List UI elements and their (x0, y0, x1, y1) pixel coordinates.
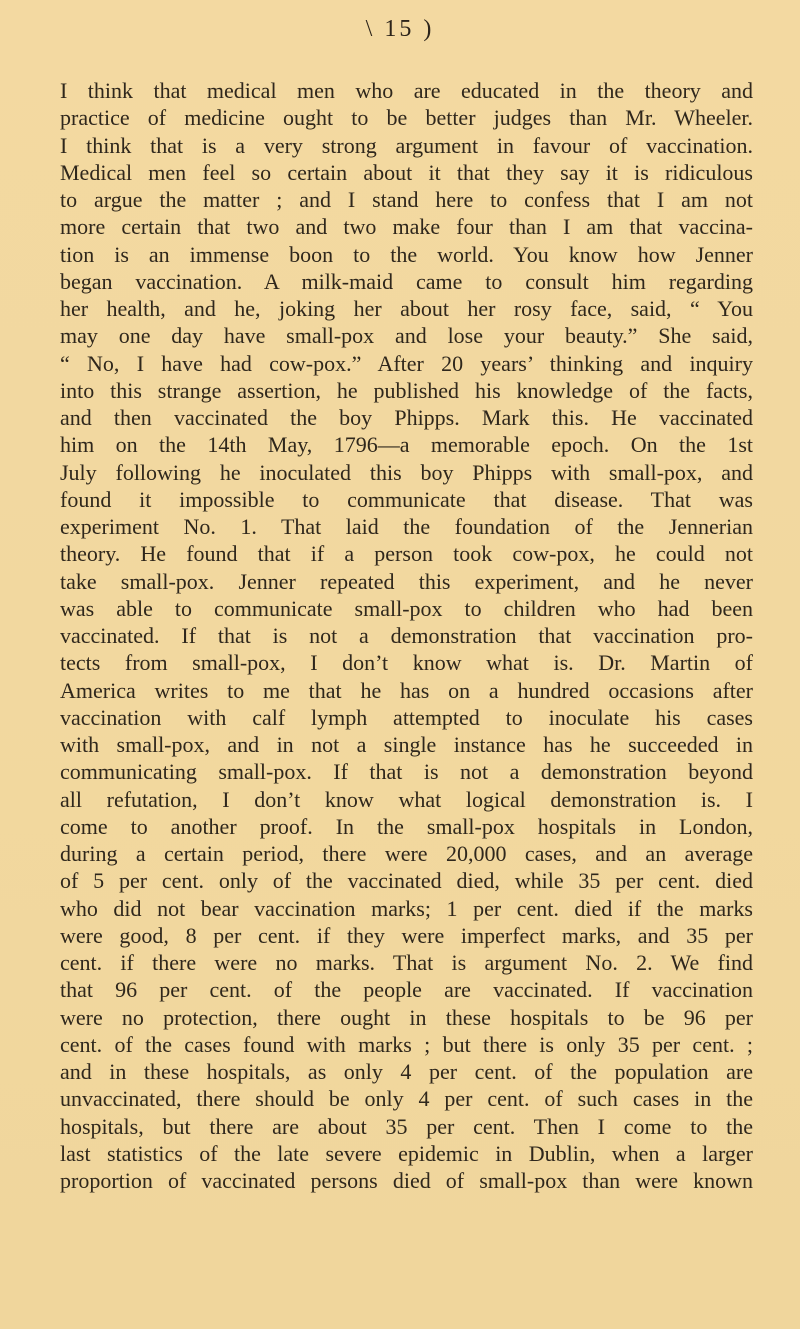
text-line: may one day have small-pox and lose your beauty.” She said, (60, 323, 753, 349)
text-line: vaccinated. If that is not a demonstration that vaccination pro- (60, 623, 753, 648)
text-line: was able to communicate small-pox to children who had been (60, 595, 753, 621)
text-line: who did not bear vaccination marks; 1 per cent. died if the marks (60, 895, 753, 921)
text-line: vaccination with calf lymph attempted to inoculate his cases (60, 704, 753, 730)
text-line: were no protection, there ought in these hospitals to be 96 per (60, 1004, 753, 1030)
text-line: America writes to me that he has on a hundred occasions after (60, 677, 753, 703)
text-line: cent. of the cases found with marks ; but there is only 35 per cent. ; (60, 1031, 753, 1057)
body-text (60, 77, 753, 1194)
text-line: him on the 14th May, 1796—a memorable epoch. On the 1st (60, 432, 753, 458)
text-line: with small-pox, and in not a single instance has he succeeded in (60, 732, 753, 757)
text-line: began vaccination. A milk-maid came to consult him regarding (60, 268, 753, 294)
text-line: into this strange assertion, he published his knowledge of the facts, (60, 377, 753, 403)
text-line: proportion of vaccinated persons died of small-pox than were known (60, 1168, 753, 1193)
text-line: Medical men feel so certain about it that they say it is ridiculous (60, 159, 753, 185)
text-line: were good, 8 per cent. if they were imperfect marks, and 35 per (60, 922, 753, 948)
text-line: her health, and he, joking her about her rosy face, said, “ You (60, 296, 753, 321)
text-line: theory. He found that if a person took cow-pox, he could not (60, 541, 753, 567)
text-line: hospitals, but there are about 35 per cent. Then I come to the (60, 1113, 753, 1139)
text-line: tion is an immense boon to the world. You know how Jenner (60, 241, 753, 267)
text-line: and in these hospitals, as only 4 per cent. of the population are (60, 1059, 753, 1084)
text-line: that 96 per cent. of the people are vaccinated. If vaccination (60, 977, 753, 1003)
text-line: during a certain period, there were 20,000 cases, and an average (60, 841, 753, 866)
text-line: and then vaccinated the boy Phipps. Mark this. He vaccinated (60, 405, 753, 430)
text-line: communicating small-pox. If that is not a demonstration beyond (60, 759, 753, 785)
text-line: cent. if there were no marks. That is argument No. 2. We find (60, 950, 753, 975)
page-number: \ 15 ) (365, 16, 435, 42)
text-line: I think that is a very strong argument in favour of vaccination. (60, 132, 753, 158)
text-line: “ No, I have had cow-pox.” After 20 years’ thinking and inquiry (60, 350, 753, 376)
text-line: to argue the matter ; and I stand here to confess that I am not (60, 187, 753, 212)
text-line: come to another proof. In the small-pox hospitals in London, (60, 813, 753, 839)
text-line: last statistics of the late severe epidemic in Dublin, when a larger (60, 1140, 753, 1166)
text-line: take small-pox. Jenner repeated this experiment, and he never (60, 568, 753, 594)
text-line: tects from small-pox, I don’t know what is. Dr. Martin of (60, 650, 753, 676)
text-line: practice of medicine ought to be better judges than Mr. Wheeler. (60, 105, 753, 131)
text-line: I think that medical men who are educated in the theory and (60, 78, 753, 103)
text-line: of 5 per cent. only of the vaccinated died, while 35 per cent. died (60, 868, 753, 894)
text-line: unvaccinated, there should be only 4 per cent. of such cases in the (60, 1086, 753, 1112)
text-line: more certain that two and two make four than I am that vaccina- (60, 214, 753, 240)
text-line: found it impossible to communicate that disease. That was (60, 486, 753, 512)
text-line: experiment No. 1. That laid the foundation of the Jennerian (60, 514, 753, 539)
text-line: July following he inoculated this boy Phipps with small-pox, and (60, 459, 753, 485)
text-line: all refutation, I don’t know what logical demonstration is. I (60, 786, 753, 812)
